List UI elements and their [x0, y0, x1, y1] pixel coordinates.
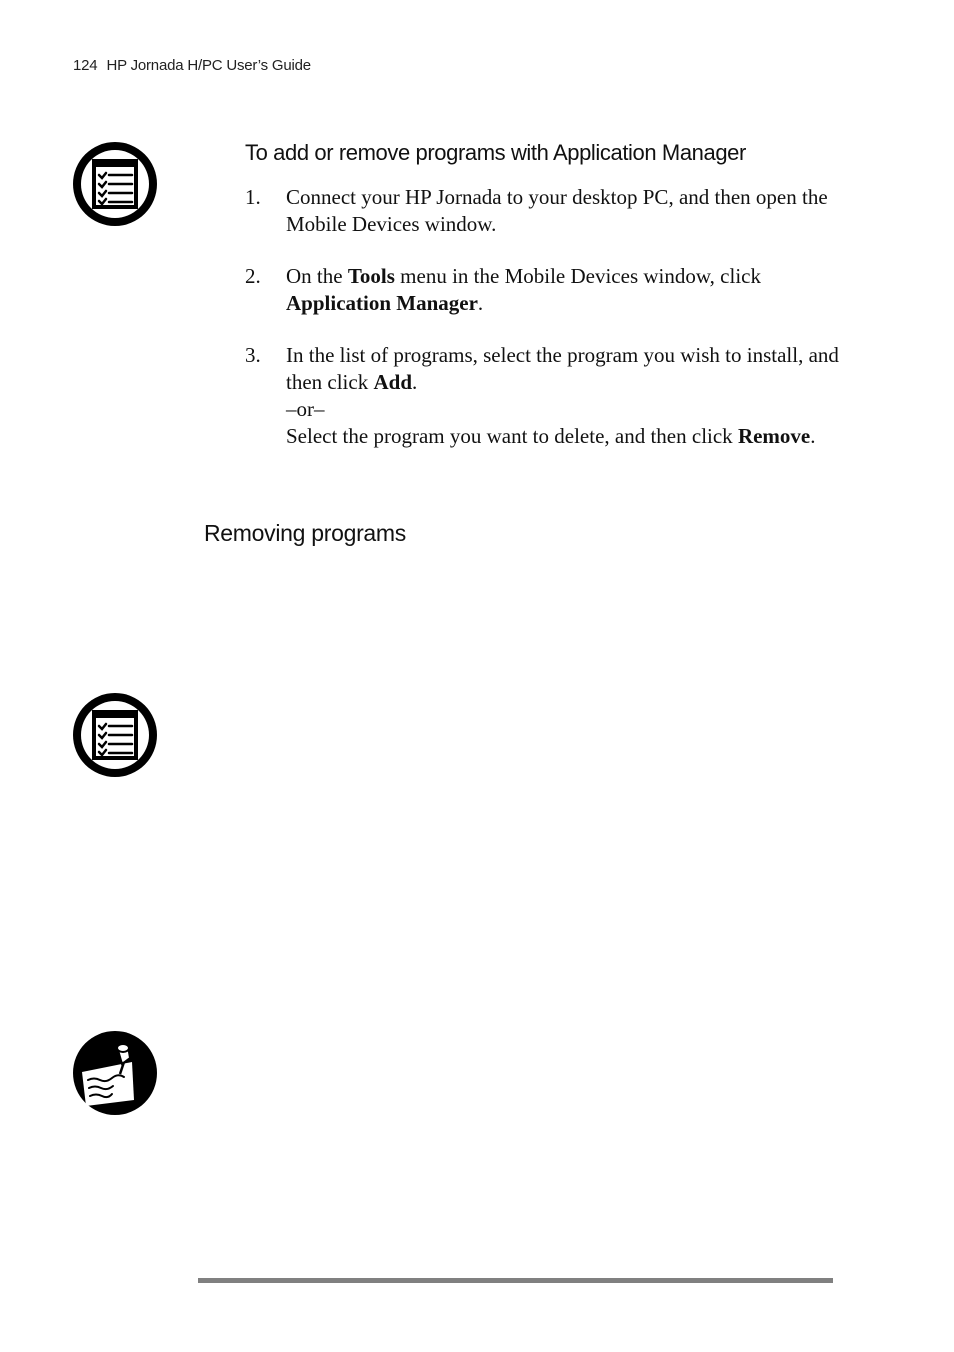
- footer-rule: [198, 1278, 833, 1283]
- step-text: .: [477, 291, 484, 315]
- step-text: In the list of programs, select the program you wish to install, and then click: [286, 343, 839, 394]
- button-name-remove: Remove: [737, 424, 811, 448]
- step-text: menu in the Mobile Devices window, click: [394, 264, 761, 288]
- procedure-steps: [245, 184, 845, 475]
- step-text: .: [412, 370, 418, 394]
- step-text: On the: [286, 264, 348, 288]
- step-item: [245, 342, 845, 450]
- section-heading: Removing programs: [204, 520, 406, 546]
- running-header: [73, 57, 311, 74]
- checklist-icon: [72, 692, 158, 778]
- page-number: 124: [73, 57, 98, 74]
- step-number: 3.: [245, 343, 261, 367]
- book-title: HP Jornada H/PC User’s Guide: [106, 57, 311, 74]
- step-item: [245, 263, 845, 317]
- command-application-manager: Application Manager: [286, 291, 478, 315]
- pinned-note-icon: [72, 1030, 158, 1116]
- step-number: 2.: [245, 264, 261, 288]
- step-item: [245, 184, 845, 238]
- step-text: Connect your HP Jornada to your desktop PC, and then open the Mobile Devices window.: [286, 185, 828, 236]
- or-separator: –or–: [286, 397, 325, 421]
- button-name-add: Add: [373, 370, 412, 394]
- step-number: 1.: [245, 185, 261, 209]
- step-text: .: [810, 424, 816, 448]
- menu-name-tools: Tools: [347, 264, 395, 288]
- procedure-title: To add or remove programs with Application Manager: [245, 140, 746, 165]
- checklist-icon: [72, 141, 158, 227]
- step-text: Select the program you want to delete, and then click: [286, 424, 738, 448]
